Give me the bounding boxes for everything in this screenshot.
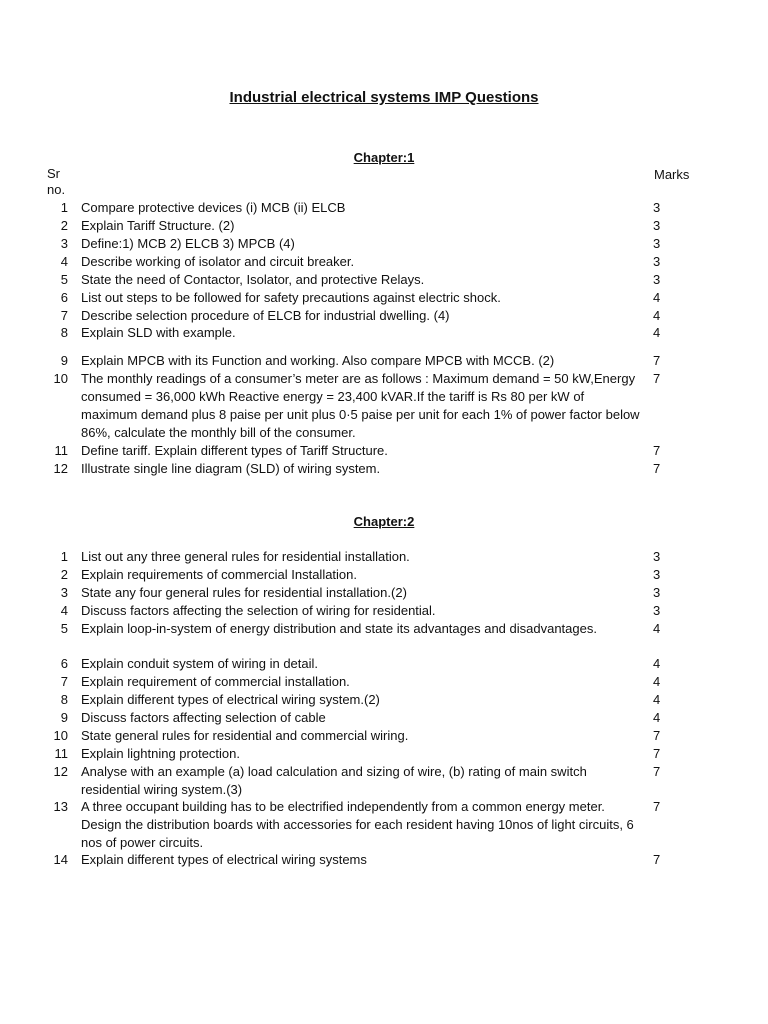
question-marks: 3 xyxy=(653,549,661,564)
question-text: State any four general rules for residential installation.(2) xyxy=(81,585,407,600)
question-text: A three occupant building has to be electrified independently from a common energy meter. Design the distribution boards with accessories for each resident having 10nos of light circuits, 6 nos of power circuits. xyxy=(81,799,634,850)
sr-no-header xyxy=(47,166,65,198)
question-text: The monthly readings of a consumer’s meter are as follows : Maximum demand = 50 kW,Energy consumed = 36,000 kWh Reactive energy = 23,400 kVAR.If the tariff is Rs 80 per kW of maximum demand plus 8 paise per unit plus 0·5 paise per unit for each 1% of power factor below 86%, calculate the monthly bill of the consumer. xyxy=(81,371,640,440)
question-marks: 4 xyxy=(653,621,661,636)
question-text: State general rules for residential and commercial wiring. xyxy=(81,728,409,743)
question-text: Discuss factors affecting the selection of wiring for residential. xyxy=(81,603,436,618)
question-marks: 3 xyxy=(653,254,661,269)
question-number: 11 xyxy=(54,746,68,761)
question-marks: 7 xyxy=(653,371,661,386)
question-marks: 3 xyxy=(653,218,661,233)
question-number: 4 xyxy=(60,254,68,269)
question-number: 12 xyxy=(53,764,68,779)
question-number: 12 xyxy=(53,461,68,476)
question-marks: 3 xyxy=(653,200,661,215)
chapter-1-heading: Chapter:1 xyxy=(353,150,415,165)
question-number: 10 xyxy=(53,728,68,743)
question-number: 11 xyxy=(54,443,68,458)
question-text: Explain SLD with example. xyxy=(81,325,236,340)
question-number: 7 xyxy=(60,308,68,323)
question-text: Compare protective devices (i) MCB (ii) ELCB xyxy=(81,200,346,215)
question-text: Explain different types of electrical wiring system.(2) xyxy=(81,692,380,707)
question-marks: 7 xyxy=(653,728,661,743)
question-text: List out any three general rules for residential installation. xyxy=(81,549,410,564)
question-number: 2 xyxy=(60,567,68,582)
question-number: 1 xyxy=(60,549,68,564)
question-text: Discuss factors affecting selection of cable xyxy=(81,710,326,725)
question-text: Define:1) MCB 2) ELCB 3) MPCB (4) xyxy=(81,236,295,251)
question-marks: 3 xyxy=(653,585,661,600)
question-text: Explain Tariff Structure. (2) xyxy=(81,218,235,233)
question-text: Explain loop-in-system of energy distribution and state its advantages and disadvantages. xyxy=(81,621,597,636)
question-marks: 3 xyxy=(653,603,661,618)
question-number: 6 xyxy=(60,290,68,305)
question-marks: 3 xyxy=(653,236,661,251)
question-text: Explain requirement of commercial installation. xyxy=(81,674,350,689)
question-marks: 4 xyxy=(653,674,661,689)
question-number: 13 xyxy=(53,799,68,814)
no-header-line: no. xyxy=(47,182,66,197)
question-text: Explain requirements of commercial Installation. xyxy=(81,567,358,582)
question-marks: 4 xyxy=(653,290,661,305)
question-text: State the need of Contactor, Isolator, and protective Relays. xyxy=(81,272,425,287)
question-text: Explain conduit system of wiring in detail. xyxy=(81,656,319,671)
question-number: 2 xyxy=(60,218,68,233)
question-number: 8 xyxy=(60,692,68,707)
question-number: 9 xyxy=(60,710,68,725)
question-marks: 3 xyxy=(653,567,661,582)
question-text: Explain MPCB with its Function and working. Also compare MPCB with MCCB. (2) xyxy=(81,353,555,368)
question-text: Describe selection procedure of ELCB for industrial dwelling. (4) xyxy=(81,308,450,323)
question-text: Define tariff. Explain different types of Tariff Structure. xyxy=(81,443,388,458)
question-number: 14 xyxy=(53,852,68,867)
question-number: 5 xyxy=(60,272,68,287)
question-number: 1 xyxy=(60,200,68,215)
question-marks: 7 xyxy=(653,461,661,476)
question-text: Illustrate single line diagram (SLD) of wiring system. xyxy=(81,461,381,476)
question-marks: 4 xyxy=(653,308,661,323)
question-marks: 4 xyxy=(653,656,661,671)
question-text: List out steps to be followed for safety precautions against electric shock. xyxy=(81,290,501,305)
question-text: Describe working of isolator and circuit breaker. xyxy=(81,254,355,269)
question-number: 3 xyxy=(60,585,68,600)
question-number: 3 xyxy=(60,236,68,251)
question-number: 7 xyxy=(60,674,68,689)
question-text: Explain different types of electrical wiring systems xyxy=(81,852,367,867)
question-number: 5 xyxy=(60,621,68,636)
marks-header: Marks xyxy=(654,167,690,182)
question-number: 4 xyxy=(60,603,68,618)
question-marks: 4 xyxy=(653,710,661,725)
question-marks: 7 xyxy=(653,353,661,368)
question-number: 10 xyxy=(53,371,68,386)
question-text: Analyse with an example (a) load calculation and sizing of wire, (b) rating of main switch residential wiring system.(3) xyxy=(81,764,587,797)
question-marks: 7 xyxy=(653,852,661,867)
sr-header-line: Sr xyxy=(47,166,60,181)
question-text: Explain lightning protection. xyxy=(81,746,240,761)
question-marks: 4 xyxy=(653,325,661,340)
question-marks: 7 xyxy=(653,799,661,814)
question-marks: 7 xyxy=(653,764,661,779)
question-number: 8 xyxy=(60,325,68,340)
page-title: Industrial electrical systems IMP Questions xyxy=(229,89,539,106)
question-marks: 4 xyxy=(653,692,661,707)
question-number: 6 xyxy=(60,656,68,671)
question-marks: 7 xyxy=(653,443,661,458)
question-number: 9 xyxy=(60,353,68,368)
chapter-2-heading: Chapter:2 xyxy=(353,514,415,529)
question-marks: 7 xyxy=(653,746,661,761)
question-marks: 3 xyxy=(653,272,661,287)
